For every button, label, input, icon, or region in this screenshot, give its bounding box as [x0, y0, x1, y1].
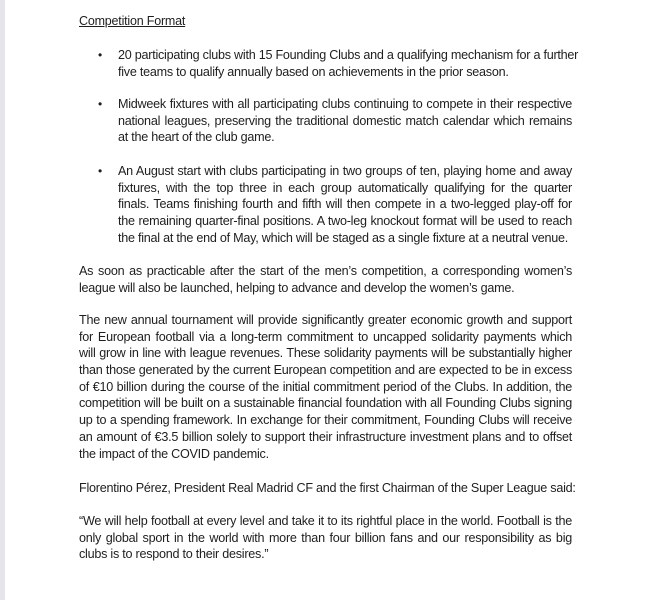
text-line: An August start with clubs participating in two groups of ten, playing home and away — [118, 164, 572, 178]
text-line: national leagues, preserving the traditional domestic match calendar which remains — [118, 113, 572, 128]
text-line: will grow in line with league revenues. These solidarity payments will be substantially higher — [79, 346, 572, 361]
text-line: the remaining quarter-final positions. A two-leg knockout format will be used to reach — [118, 214, 572, 229]
text-line: of €10 billion during the course of the initial commitment period of the Clubs. In addition, the — [79, 379, 572, 394]
text-line: Midweek fixtures with all participating clubs continuing to compete in their respective — [118, 97, 572, 111]
text-line: fixtures, with the top three in each group automatically qualifying for the quarter — [118, 180, 572, 195]
paragraph — [79, 312, 572, 462]
paragraph — [79, 480, 576, 497]
text-line: “We will help football at every level and take it to its rightful place in the world. Football is the — [79, 514, 572, 528]
document-page — [5, 0, 658, 600]
text-line: an amount of €3.5 billion solely to support their infrastructure investment plans and to offset — [79, 429, 572, 444]
bullet-icon: • — [98, 97, 103, 111]
text-line: As soon as practicable after the start of the men’s competition, a corresponding women’s — [79, 264, 572, 278]
text-line: for European football via a long-term commitment to uncapped solidarity payments which — [79, 329, 572, 344]
text-line: finals. Teams finishing fourth and fifth will then compete in a two-legged play-off for — [118, 197, 572, 212]
text-line: at the heart of the club game. — [118, 130, 275, 145]
text-line: the final at the end of May, which will be staged as a single fixture at a neutral venue. — [118, 230, 569, 245]
bullet-item — [118, 163, 572, 246]
bullet-item — [118, 96, 572, 146]
text-line: only global sport in the world with more than four billion fans and our responsibility as big — [79, 530, 572, 545]
text-line: The new annual tournament will provide significantly greater economic growth and support — [79, 313, 572, 327]
text-line: the impact of the COVID pandemic. — [79, 446, 269, 461]
paragraph — [79, 513, 572, 563]
text-line: Florentino Pérez, President Real Madrid CF and the first Chairman of the Super League said: — [79, 481, 576, 495]
paragraph — [79, 263, 572, 296]
text-line: 20 participating clubs with 15 Founding Clubs and a qualifying mechanism for a further — [118, 48, 579, 62]
text-line: competition will be built on a sustainable financial foundation with all Founding Clubs signing — [79, 396, 572, 411]
text-line: up to a spending framework. In exchange for their commitment, Founding Clubs will receive — [79, 413, 572, 428]
text-line: league will also be launched, helping to advance and develop the women’s game. — [79, 280, 515, 295]
bullet-icon: • — [98, 164, 103, 178]
bullet-item — [118, 47, 579, 80]
text-line: five teams to qualify annually based on achievements in the prior season. — [118, 64, 509, 79]
text-line: clubs is to respond to their desires.” — [79, 547, 269, 562]
bullet-icon: • — [98, 48, 103, 62]
section-heading: Competition Format — [79, 14, 186, 28]
text-line: than those generated by the current European competition and are expected to be in excess — [79, 363, 572, 378]
